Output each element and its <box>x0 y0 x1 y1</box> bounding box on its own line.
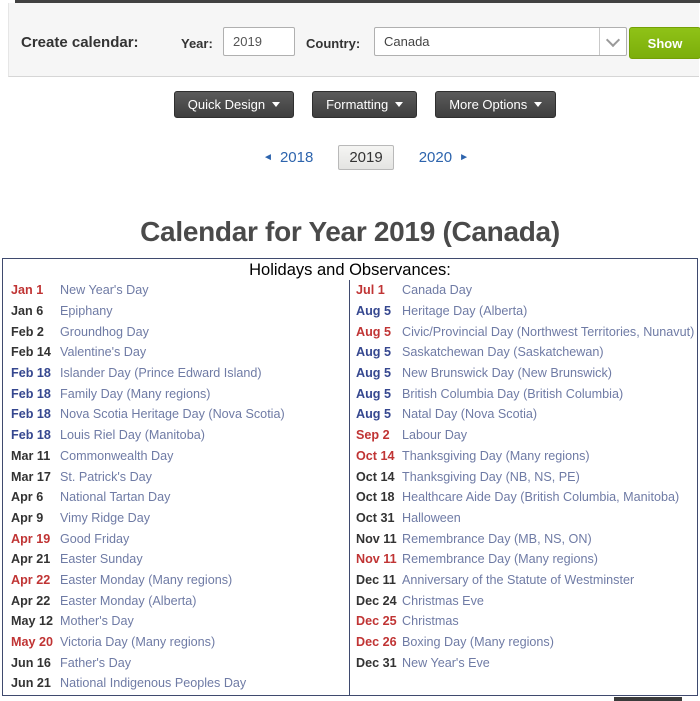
create-calendar-label: Create calendar: <box>21 34 139 51</box>
holiday-name-link[interactable]: St. Patrick's Day <box>60 469 152 484</box>
holiday-row <box>3 301 349 322</box>
holiday-row <box>3 508 349 529</box>
holiday-date-link[interactable]: Aug 5 <box>356 366 391 381</box>
holiday-date-link[interactable]: Jun 21 <box>11 676 51 691</box>
holiday-date-link[interactable]: Feb 18 <box>11 428 51 443</box>
holiday-name-link[interactable]: Halloween <box>402 510 461 525</box>
holiday-name-link[interactable]: Anniversary of the Statute of Westminster <box>402 572 635 587</box>
holiday-name-link[interactable]: Thanksgiving Day (Many regions) <box>402 448 590 463</box>
holiday-row <box>350 404 697 425</box>
holiday-row <box>350 549 697 570</box>
holiday-name-link[interactable]: Good Friday <box>60 531 130 546</box>
holiday-name-link[interactable]: Valentine's Day <box>60 345 147 360</box>
holiday-date-link[interactable]: Aug 5 <box>356 324 391 339</box>
holiday-date-link[interactable]: Jun 16 <box>11 655 51 670</box>
holiday-row <box>3 487 349 508</box>
holiday-row <box>350 570 697 591</box>
holiday-date-link[interactable]: Aug 5 <box>356 345 391 360</box>
holiday-row <box>350 321 697 342</box>
holiday-row <box>350 280 697 301</box>
holiday-name-link[interactable]: Natal Day (Nova Scotia) <box>402 407 538 422</box>
holiday-row <box>3 549 349 570</box>
holiday-row <box>3 528 349 549</box>
holiday-date-link[interactable]: Feb 18 <box>11 386 51 401</box>
holiday-name-link[interactable]: Victoria Day (Many regions) <box>60 635 216 650</box>
create-calendar-toolbar <box>8 3 699 77</box>
holiday-date-link[interactable]: Apr 19 <box>11 531 51 546</box>
holiday-name-link[interactable]: Mother's Day <box>60 614 134 629</box>
holiday-date-link[interactable]: Dec 26 <box>356 635 397 650</box>
next-year-label[interactable]: 2020 <box>418 149 453 166</box>
holiday-name-link[interactable]: Father's Day <box>60 655 131 670</box>
holiday-date-link[interactable]: Nov 11 <box>356 552 397 567</box>
holiday-row <box>350 383 697 404</box>
holiday-row <box>3 632 349 653</box>
holiday-name-link[interactable]: Louis Riel Day (Manitoba) <box>60 428 205 443</box>
holiday-row <box>350 611 697 632</box>
more-options-button[interactable] <box>435 91 556 118</box>
holiday-row <box>3 570 349 591</box>
prev-year-label[interactable]: 2018 <box>279 149 314 166</box>
holiday-date-link[interactable]: Jan 6 <box>11 304 44 319</box>
holidays-table <box>2 258 698 696</box>
dropdown-caret-icon <box>272 102 280 107</box>
holiday-name-link[interactable]: Vimy Ridge Day <box>60 510 151 525</box>
quick-design-button[interactable] <box>174 91 294 118</box>
holiday-name-link[interactable]: Heritage Day (Alberta) <box>402 304 528 319</box>
holiday-date-link[interactable]: Feb 2 <box>11 324 44 339</box>
quick-design-label: Quick Design <box>187 97 266 112</box>
holiday-row <box>350 487 697 508</box>
holiday-row <box>3 321 349 342</box>
holiday-row <box>350 301 697 322</box>
holiday-date-link[interactable]: Apr 6 <box>11 490 44 505</box>
holiday-row <box>350 446 697 467</box>
holiday-row <box>3 652 349 673</box>
holiday-name-link[interactable]: New Year's Eve <box>402 655 490 670</box>
holiday-name-link[interactable]: Easter Monday (Alberta) <box>60 593 197 608</box>
holiday-row <box>3 446 349 467</box>
more-options-label: More Options <box>449 97 528 112</box>
holiday-row <box>350 466 697 487</box>
country-select-value: Canada <box>384 34 430 49</box>
holiday-name-link[interactable]: Remembrance Day (MB, NS, ON) <box>402 531 592 546</box>
holiday-name-link[interactable]: Civic/Provincial Day (Northwest Territories, Nunavut) <box>402 324 695 339</box>
holiday-name-link[interactable]: Christmas <box>402 614 459 629</box>
holiday-date-link[interactable]: Dec 25 <box>356 614 397 629</box>
holiday-row <box>350 528 697 549</box>
formatting-label: Formatting <box>326 97 389 112</box>
holiday-date-link[interactable]: May 12 <box>11 614 54 629</box>
holiday-date-link[interactable]: Dec 11 <box>356 572 396 587</box>
holiday-name-link[interactable]: Commonwealth Day <box>60 448 174 463</box>
holiday-date-link[interactable]: Dec 24 <box>356 593 397 608</box>
year-navigation <box>16 145 700 170</box>
holiday-date-link[interactable]: Dec 31 <box>356 655 397 670</box>
holiday-date-link[interactable]: Nov 11 <box>356 531 397 546</box>
next-arrow-icon[interactable]: ► <box>459 151 469 163</box>
holiday-name-link[interactable]: Thanksgiving Day (NB, NS, PE) <box>402 469 580 484</box>
holiday-date-link[interactable]: Feb 18 <box>11 407 51 422</box>
holiday-name-link[interactable]: Christmas Eve <box>402 593 484 608</box>
partial-element-bottom <box>614 697 682 701</box>
holiday-date-link[interactable]: Jan 1 <box>11 283 44 298</box>
chevron-down-icon <box>606 32 620 46</box>
holiday-row <box>3 280 349 301</box>
holiday-date-link[interactable]: Jul 1 <box>356 283 385 298</box>
holiday-date-link[interactable]: Aug 5 <box>356 407 391 422</box>
holiday-name-link[interactable]: New Brunswick Day (New Brunswick) <box>402 366 612 381</box>
holiday-name-link[interactable]: Healthcare Aide Day (British Columbia, Manitoba) <box>402 490 680 505</box>
holiday-name-link[interactable]: National Indigenous Peoples Day <box>60 676 247 691</box>
holiday-name-link[interactable]: Canada Day <box>402 283 473 298</box>
holiday-row <box>3 383 349 404</box>
holidays-left-column <box>3 280 349 694</box>
menu-button-row <box>15 91 700 118</box>
holiday-date-link[interactable]: Feb 18 <box>11 366 51 381</box>
holiday-row <box>350 342 697 363</box>
holiday-date-link[interactable]: Aug 5 <box>356 304 391 319</box>
dropdown-caret-icon <box>395 102 403 107</box>
holiday-date-link[interactable]: Oct 18 <box>356 490 395 505</box>
select-chevron-box[interactable] <box>599 28 626 55</box>
holiday-name-link[interactable]: Nova Scotia Heritage Day (Nova Scotia) <box>60 407 285 422</box>
holidays-table-header: Holidays and Observances: <box>249 261 451 279</box>
holiday-row <box>350 590 697 611</box>
page-title: Calendar for Year 2019 (Canada) <box>140 215 560 247</box>
prev-arrow-icon[interactable]: ◄ <box>263 151 273 163</box>
holiday-row <box>3 611 349 632</box>
holiday-date-link[interactable]: Oct 31 <box>356 510 395 525</box>
holiday-name-link[interactable]: Labour Day <box>402 428 468 443</box>
holiday-row <box>350 425 697 446</box>
holiday-row <box>350 632 697 653</box>
holiday-row <box>3 466 349 487</box>
holiday-row <box>3 425 349 446</box>
holiday-name-link[interactable]: New Year's Day <box>60 283 149 298</box>
holiday-row <box>3 590 349 611</box>
formatting-button[interactable] <box>312 91 417 118</box>
dropdown-caret-icon <box>534 102 542 107</box>
holiday-name-link[interactable]: Easter Monday (Many regions) <box>60 572 233 587</box>
year-input[interactable] <box>223 27 295 56</box>
holiday-date-link[interactable]: Sep 2 <box>356 428 390 443</box>
country-select[interactable] <box>374 27 627 56</box>
holiday-name-link[interactable]: Easter Sunday <box>60 552 143 567</box>
holiday-name-link[interactable]: Groundhog Day <box>60 324 149 339</box>
holiday-row <box>350 508 697 529</box>
country-label: Country: <box>306 36 361 51</box>
current-year-box: 2019 <box>338 145 393 170</box>
holiday-name-link[interactable]: Saskatchewan Day (Saskatchewan) <box>402 345 604 360</box>
year-label: Year: <box>181 36 213 51</box>
next-year-link[interactable] <box>419 149 469 166</box>
holiday-name-link[interactable]: Epiphany <box>60 304 113 319</box>
holiday-row <box>3 404 349 425</box>
holiday-date-link[interactable]: Apr 22 <box>11 572 51 587</box>
holiday-date-link[interactable]: Apr 22 <box>11 593 51 608</box>
holiday-name-link[interactable]: Boxing Day (Many regions) <box>402 635 554 650</box>
holiday-date-link[interactable]: Mar 11 <box>11 448 51 463</box>
holiday-name-link[interactable]: British Columbia Day (British Columbia) <box>402 386 624 401</box>
holiday-date-link[interactable]: Apr 9 <box>11 510 44 525</box>
holidays-right-column <box>350 280 697 673</box>
holiday-row <box>3 342 349 363</box>
holiday-date-link[interactable]: Mar 17 <box>11 469 51 484</box>
holiday-name-link[interactable]: Remembrance Day (Many regions) <box>402 552 598 567</box>
holiday-date-link[interactable]: Oct 14 <box>356 448 395 463</box>
holiday-name-link[interactable]: Islander Day (Prince Edward Island) <box>60 366 262 381</box>
holiday-date-link[interactable]: Aug 5 <box>356 386 391 401</box>
holiday-row <box>3 673 349 694</box>
show-button[interactable]: Show <box>629 27 700 59</box>
holiday-date-link[interactable]: Feb 14 <box>11 345 51 360</box>
holiday-date-link[interactable]: Oct 14 <box>356 469 395 484</box>
holiday-row <box>350 363 697 384</box>
holiday-date-link[interactable]: May 20 <box>11 635 54 650</box>
holiday-name-link[interactable]: Family Day (Many regions) <box>60 386 211 401</box>
holiday-date-link[interactable]: Apr 21 <box>11 552 51 567</box>
holiday-name-link[interactable]: National Tartan Day <box>60 490 171 505</box>
holiday-row <box>3 363 349 384</box>
holiday-row <box>350 652 697 673</box>
prev-year-link[interactable] <box>263 149 313 166</box>
